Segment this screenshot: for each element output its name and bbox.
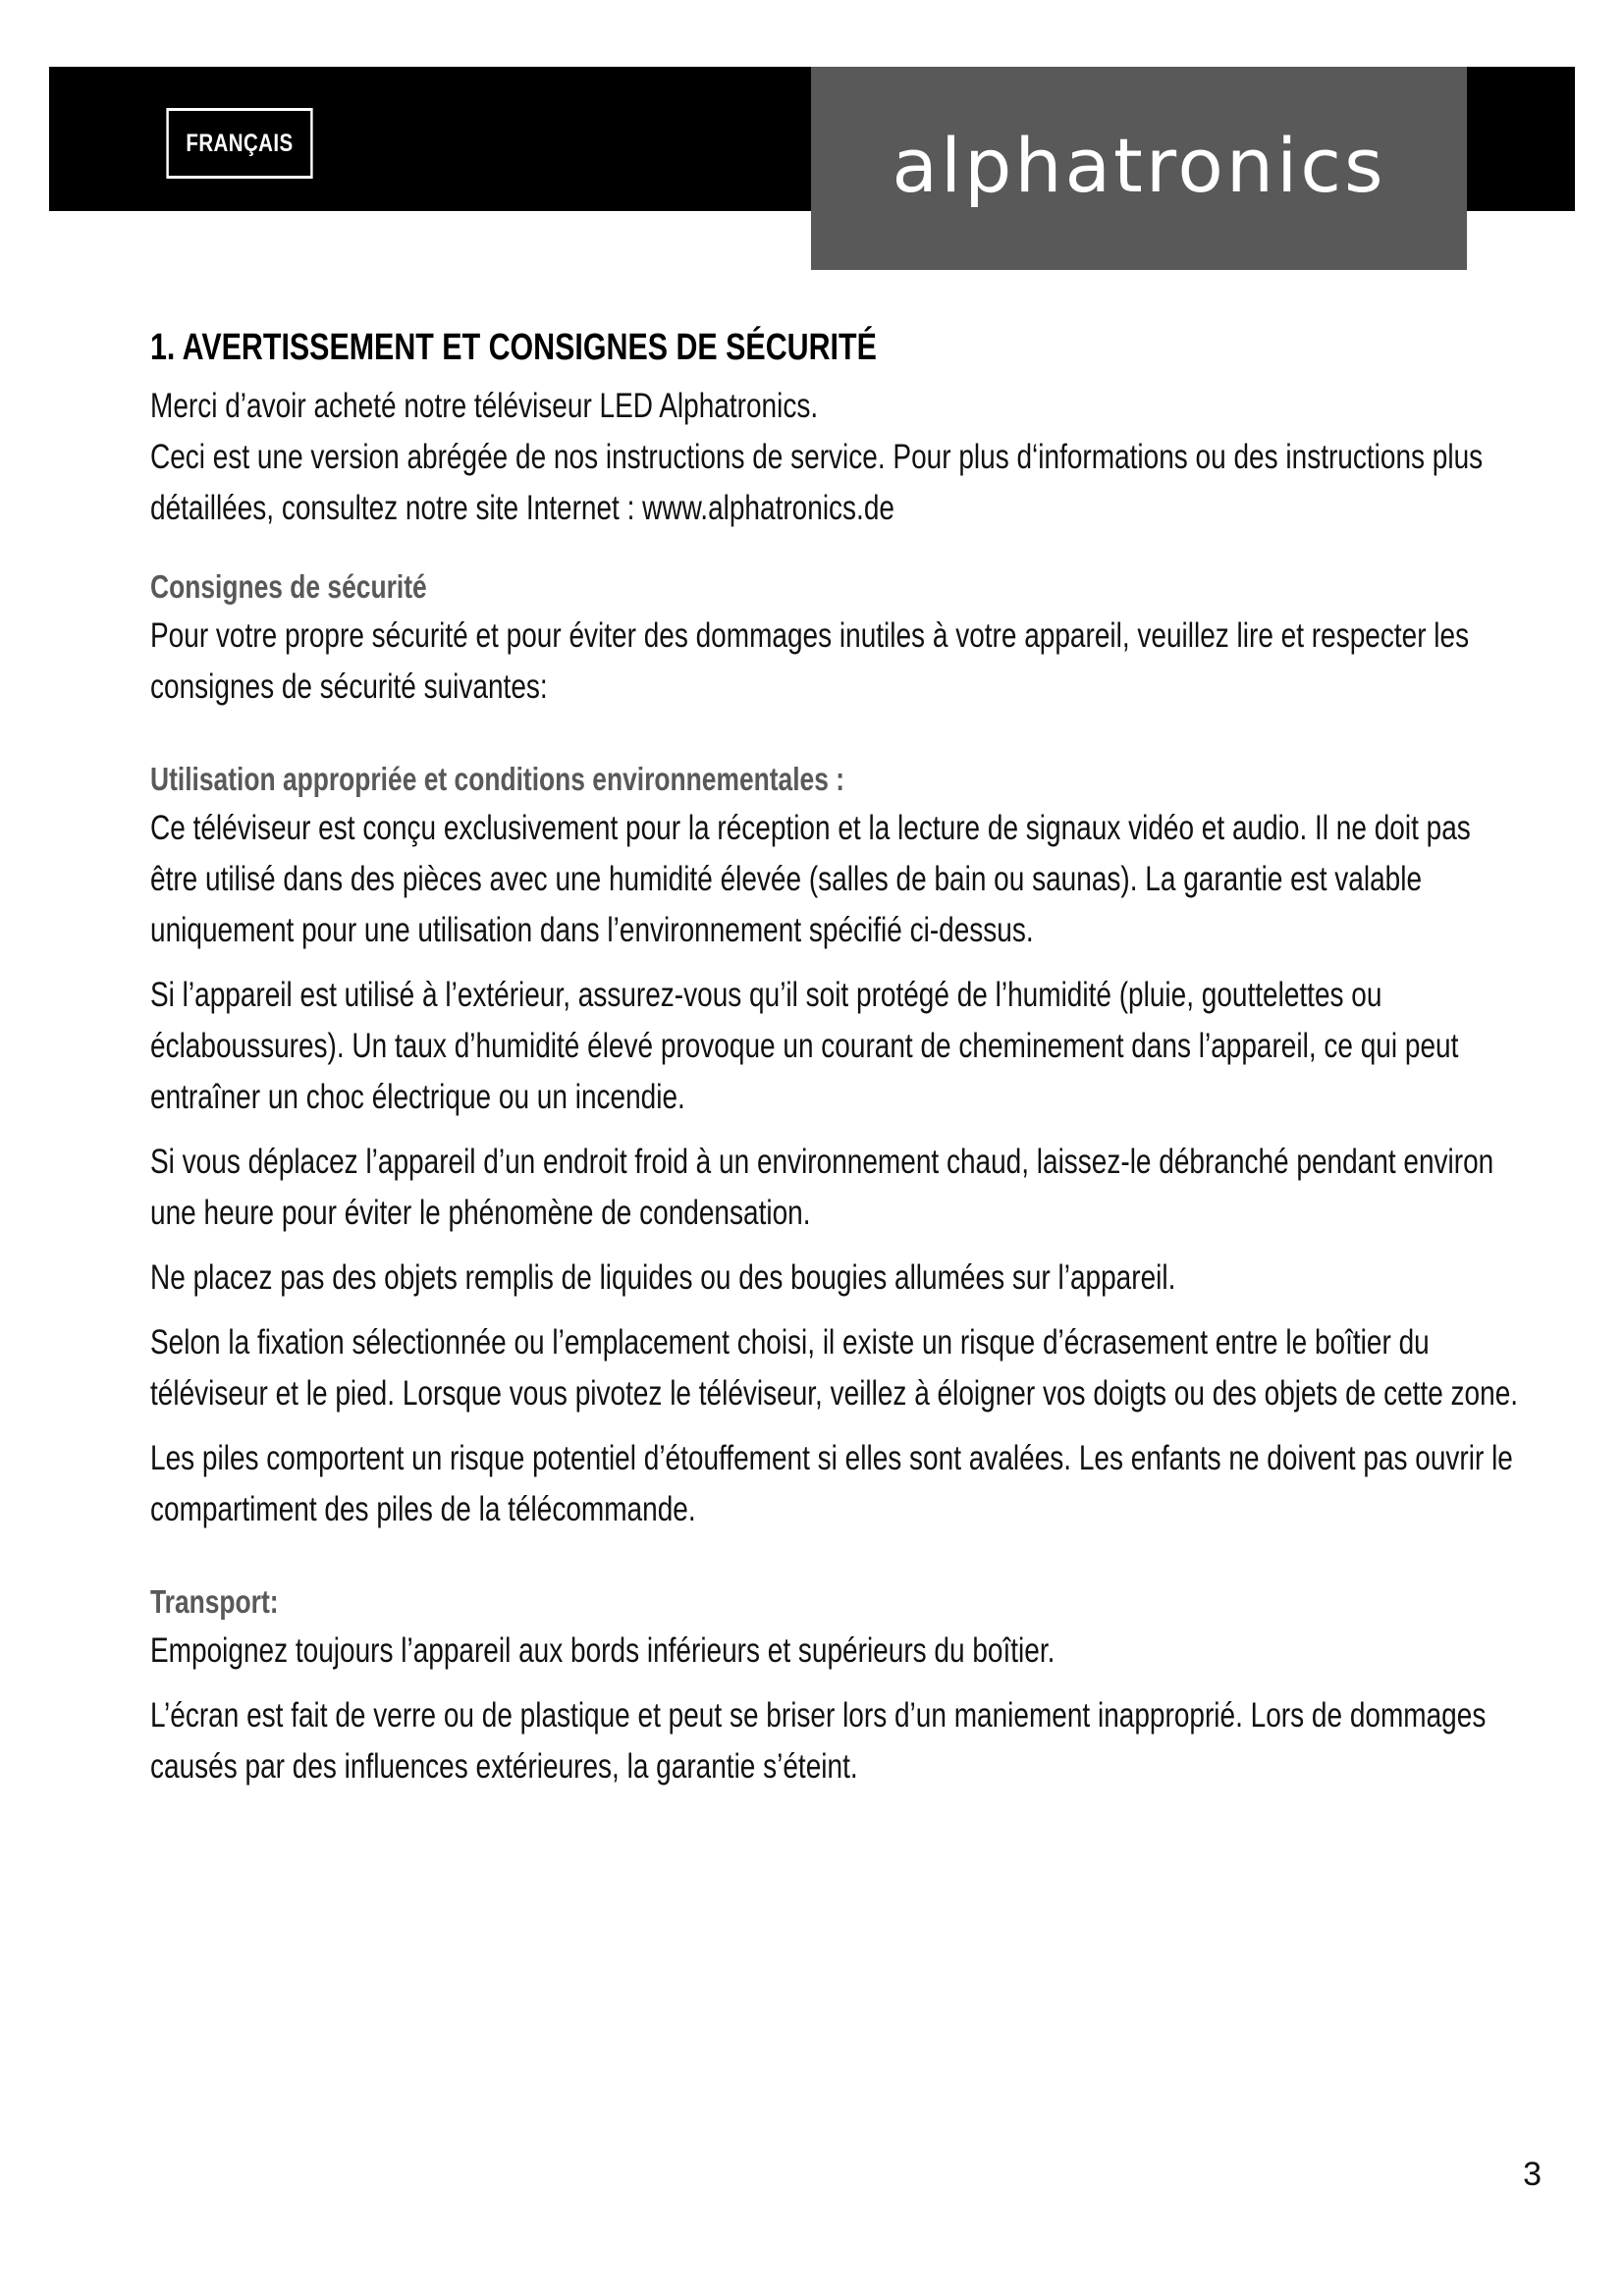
intro-paragraph-1: Merci d’avoir acheté notre téléviseur LED Alphatronics. [150, 387, 819, 425]
brand-logo [811, 67, 1467, 270]
transport-paragraph-2: L’écran est fait de verre ou de plastique et peut se briser lors d’un maniement inapproprié. Lors de dommages causés par des influences extérieures, la garantie s’éteint. [150, 1696, 1487, 1786]
usage-paragraph-3: Si vous déplacez l’appareil d’un endroit froid à un environnement chaud, laissez-le débranché pendant environ une heure pour éviter le phénomène de condensation. [150, 1143, 1494, 1232]
safety-paragraph: Pour votre propre sécurité et pour éviter des dommages inutiles à votre appareil, veuillez lire et respecter les consignes de sécurité suivantes: [150, 616, 1470, 706]
usage-paragraph-4: Ne placez pas des objets remplis de liquides ou des bougies allumées sur l’appareil. [150, 1258, 1176, 1297]
safety-heading: Consignes de sécurité [150, 568, 427, 605]
usage-paragraph-1: Ce téléviseur est conçu exclusivement pour la réception et la lecture de signaux vidéo et audio. Il ne doit pas être utilisé dans des pièces avec une humidité élevée (salles de bain ou saunas). La garantie est valable uniquement pour une utilisation dans l’environnement spécifié ci-dessus. [150, 809, 1471, 949]
transport-heading: Transport: [150, 1583, 279, 1620]
intro-paragraph-2: Ceci est une version abrégée de nos instructions de service. Pour plus d‘informations ou des instructions plus détaillées, consultez notre site Internet : www.alphatronics.de [150, 438, 1484, 527]
usage-paragraph-6: Les piles comportent un risque potentiel d’étouffement si elles sont avalées. Les enfants ne doivent pas ouvrir le compartiment des piles de la télécommande. [150, 1439, 1513, 1528]
page-number: 3 [1523, 2156, 1542, 2193]
text-column [150, 324, 1525, 1792]
language-badge: FRANÇAIS [166, 108, 312, 179]
usage-heading: Utilisation appropriée et conditions environnementales : [150, 761, 845, 797]
transport-paragraph-1: Empoignez toujours l’appareil aux bords inférieurs et supérieurs du boîtier. [150, 1631, 1056, 1670]
usage-paragraph-5: Selon la fixation sélectionnée ou l’emplacement choisi, il existe un risque d’écrasement entre le boîtier du téléviseur et le pied. Lorsque vous pivotez le téléviseur, veillez à éloigner vos doigts ou des objets de cette zone. [150, 1323, 1519, 1413]
brand-logo-text: alphatronics [892, 122, 1386, 209]
main-content [150, 324, 1525, 1792]
usage-paragraph-2: Si l’appareil est utilisé à l’extérieur, assurez-vous qu’il soit protégé de l’humidité (pluie, gouttelettes ou éclaboussures). Un taux d’humidité élevé provoque un courant de cheminement dans l’appareil, ce qui peut entraîner un choc électrique ou un incendie. [150, 976, 1459, 1116]
section-title: 1. AVERTISSEMENT ET CONSIGNES DE SÉCURITÉ [150, 327, 877, 368]
